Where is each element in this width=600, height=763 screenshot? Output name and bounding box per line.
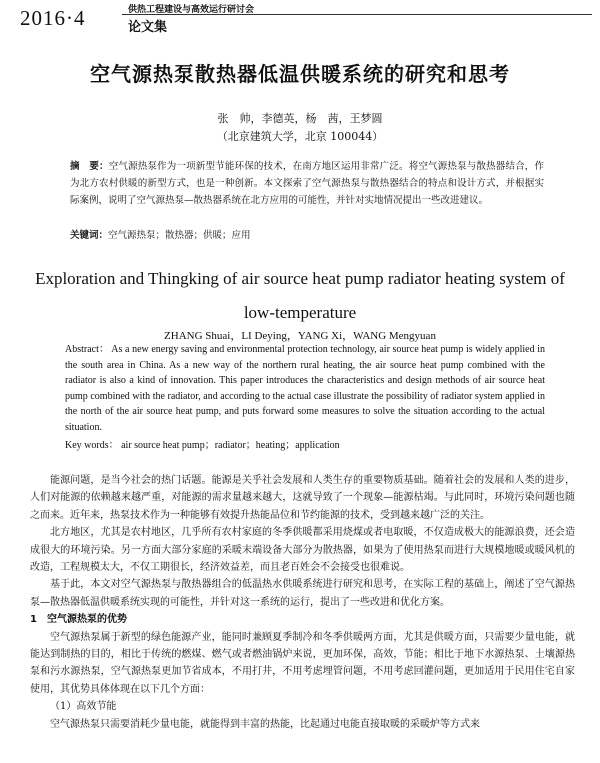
abstract-en-label: Abstract： — [65, 344, 110, 355]
paragraph: 空气源热泵只需要消耗少量电能，就能得到丰富的热能，比起通过电能直接取暖的采暖炉等方式来 — [50, 718, 480, 730]
subsection-heading: （1）高效节能 — [50, 701, 117, 713]
authors-chinese: 张 帅，李德英，杨 茜，王梦圆 — [217, 112, 383, 125]
paragraph: 基于此，本文对空气源热泵与散热器组合的低温热水供暖系统进行研究和思考，在实际工程的基础上，阐述了空气源热泵—散热器低温供暖系统实现的可能性，并针对这一系统的运行，提出了一些改进和优化方案。 — [30, 579, 575, 608]
authors-english: ZHANG Shuai，LI Deying，YANG Xi，WANG Mengyuan — [164, 330, 436, 342]
keywords-en-text: air source heat pump；radiator；heating；application — [121, 440, 340, 451]
abstract-english — [65, 342, 545, 435]
section-heading: 1 空气源热泵的优势 — [30, 614, 127, 626]
keywords-english — [65, 436, 545, 451]
paragraph: 空气源热泵属于新型的绿色能源产业，能同时兼顾夏季制冷和冬季供暖两方面，尤其是供暖方面，只需要少量电能，就能达到制热的目的，相比于传统的燃煤、燃气或者燃油锅炉来说，更加环保，高效，节能；相比于地下水源热泵、土壤源热泵和污水源热泵，空气源热泵更加节省成本，不用打井，不用考虑埋管问题，不用考虑回灌问题，更加适用于民用住宅自家使用，其优势具体体现在以下几个方面： — [30, 631, 575, 695]
abstract-chinese — [70, 158, 544, 209]
keywords-chinese — [70, 227, 544, 241]
keywords-label: 关键词： — [70, 230, 109, 241]
title-chinese: 空气源热泵散热器低温供暖系统的研究和思考 — [90, 62, 510, 86]
header-rule — [122, 14, 592, 15]
keywords-text: 空气源热泵；散热器；供暖；应用 — [108, 230, 251, 241]
issue-year: 2016·4 — [20, 6, 86, 30]
paragraph: 能源问题，是当今社会的热门话题。能源是关乎社会发展和人类生存的重要物质基础。随着社会的发展和人类的进步，人们对能源的依赖越来越严重，对能源的需求量越来越大，这就导致了一个现象—能源枯竭。与此同时，环境污染问题也随之而来。近年来，热泵技术作为一种能够有效提升热能品位和节约能源的技术，受到越来越广泛的关注。 — [30, 475, 575, 521]
section-label: 论文集 — [128, 20, 168, 35]
abstract-text: 空气源热泵作为一项新型节能环保的技术，在南方地区运用非常广泛。将空气源热泵与散热器结合，作为北方农村供暖的新型方式，也是一种创新。本文探索了空气源热泵与散热器结合的特点和设计方式，并根据实际案例，说明了空气源热泵—散热器系统在北方应用的可能性，并针对实地情况提出一些改进建议。 — [70, 161, 544, 206]
abstract-label: 摘 要： — [70, 161, 109, 172]
keywords-en-label: Key words： — [65, 440, 119, 451]
title-english: Exploration and Thingking of air source heat pump radiator heating system of low-temperature — [35, 269, 565, 322]
paragraph: 北方地区，尤其是农村地区，几乎所有农村家庭的冬季供暖都采用烧煤或者电取暖，不仅造成极大的能源浪费，还会造成很大的环境污染。另一方面大部分家庭的采暖末端设备大部分为散热器，如果为了使用热泵而进行大规模地暖或暖风机的改造，工程规模太大，不仅工期很长，经济效益差，而且老百姓会不会接受也很难说。 — [30, 527, 575, 574]
abstract-en-text: As a new energy saving and environmental protection technology, air source heat pump is widely applied in the south area in China. As a new way of the northern rural heating, the air source heat pump combined with the radiator is also a kind of innovation. This paper introduces the characteristics and design methods of air source heat pump combined with the radiator, and according to the actual case illustrate the possibility of radiator system applied in the north of the air source heat pump, and puts forward some measures to solve the situation according to the actual situation. — [65, 344, 545, 433]
affiliation-chinese: （北京建筑大学，北京 100044） — [216, 130, 384, 143]
journal-name: 供热工程建设与高效运行研讨会 — [128, 5, 255, 15]
body-text — [30, 472, 575, 733]
